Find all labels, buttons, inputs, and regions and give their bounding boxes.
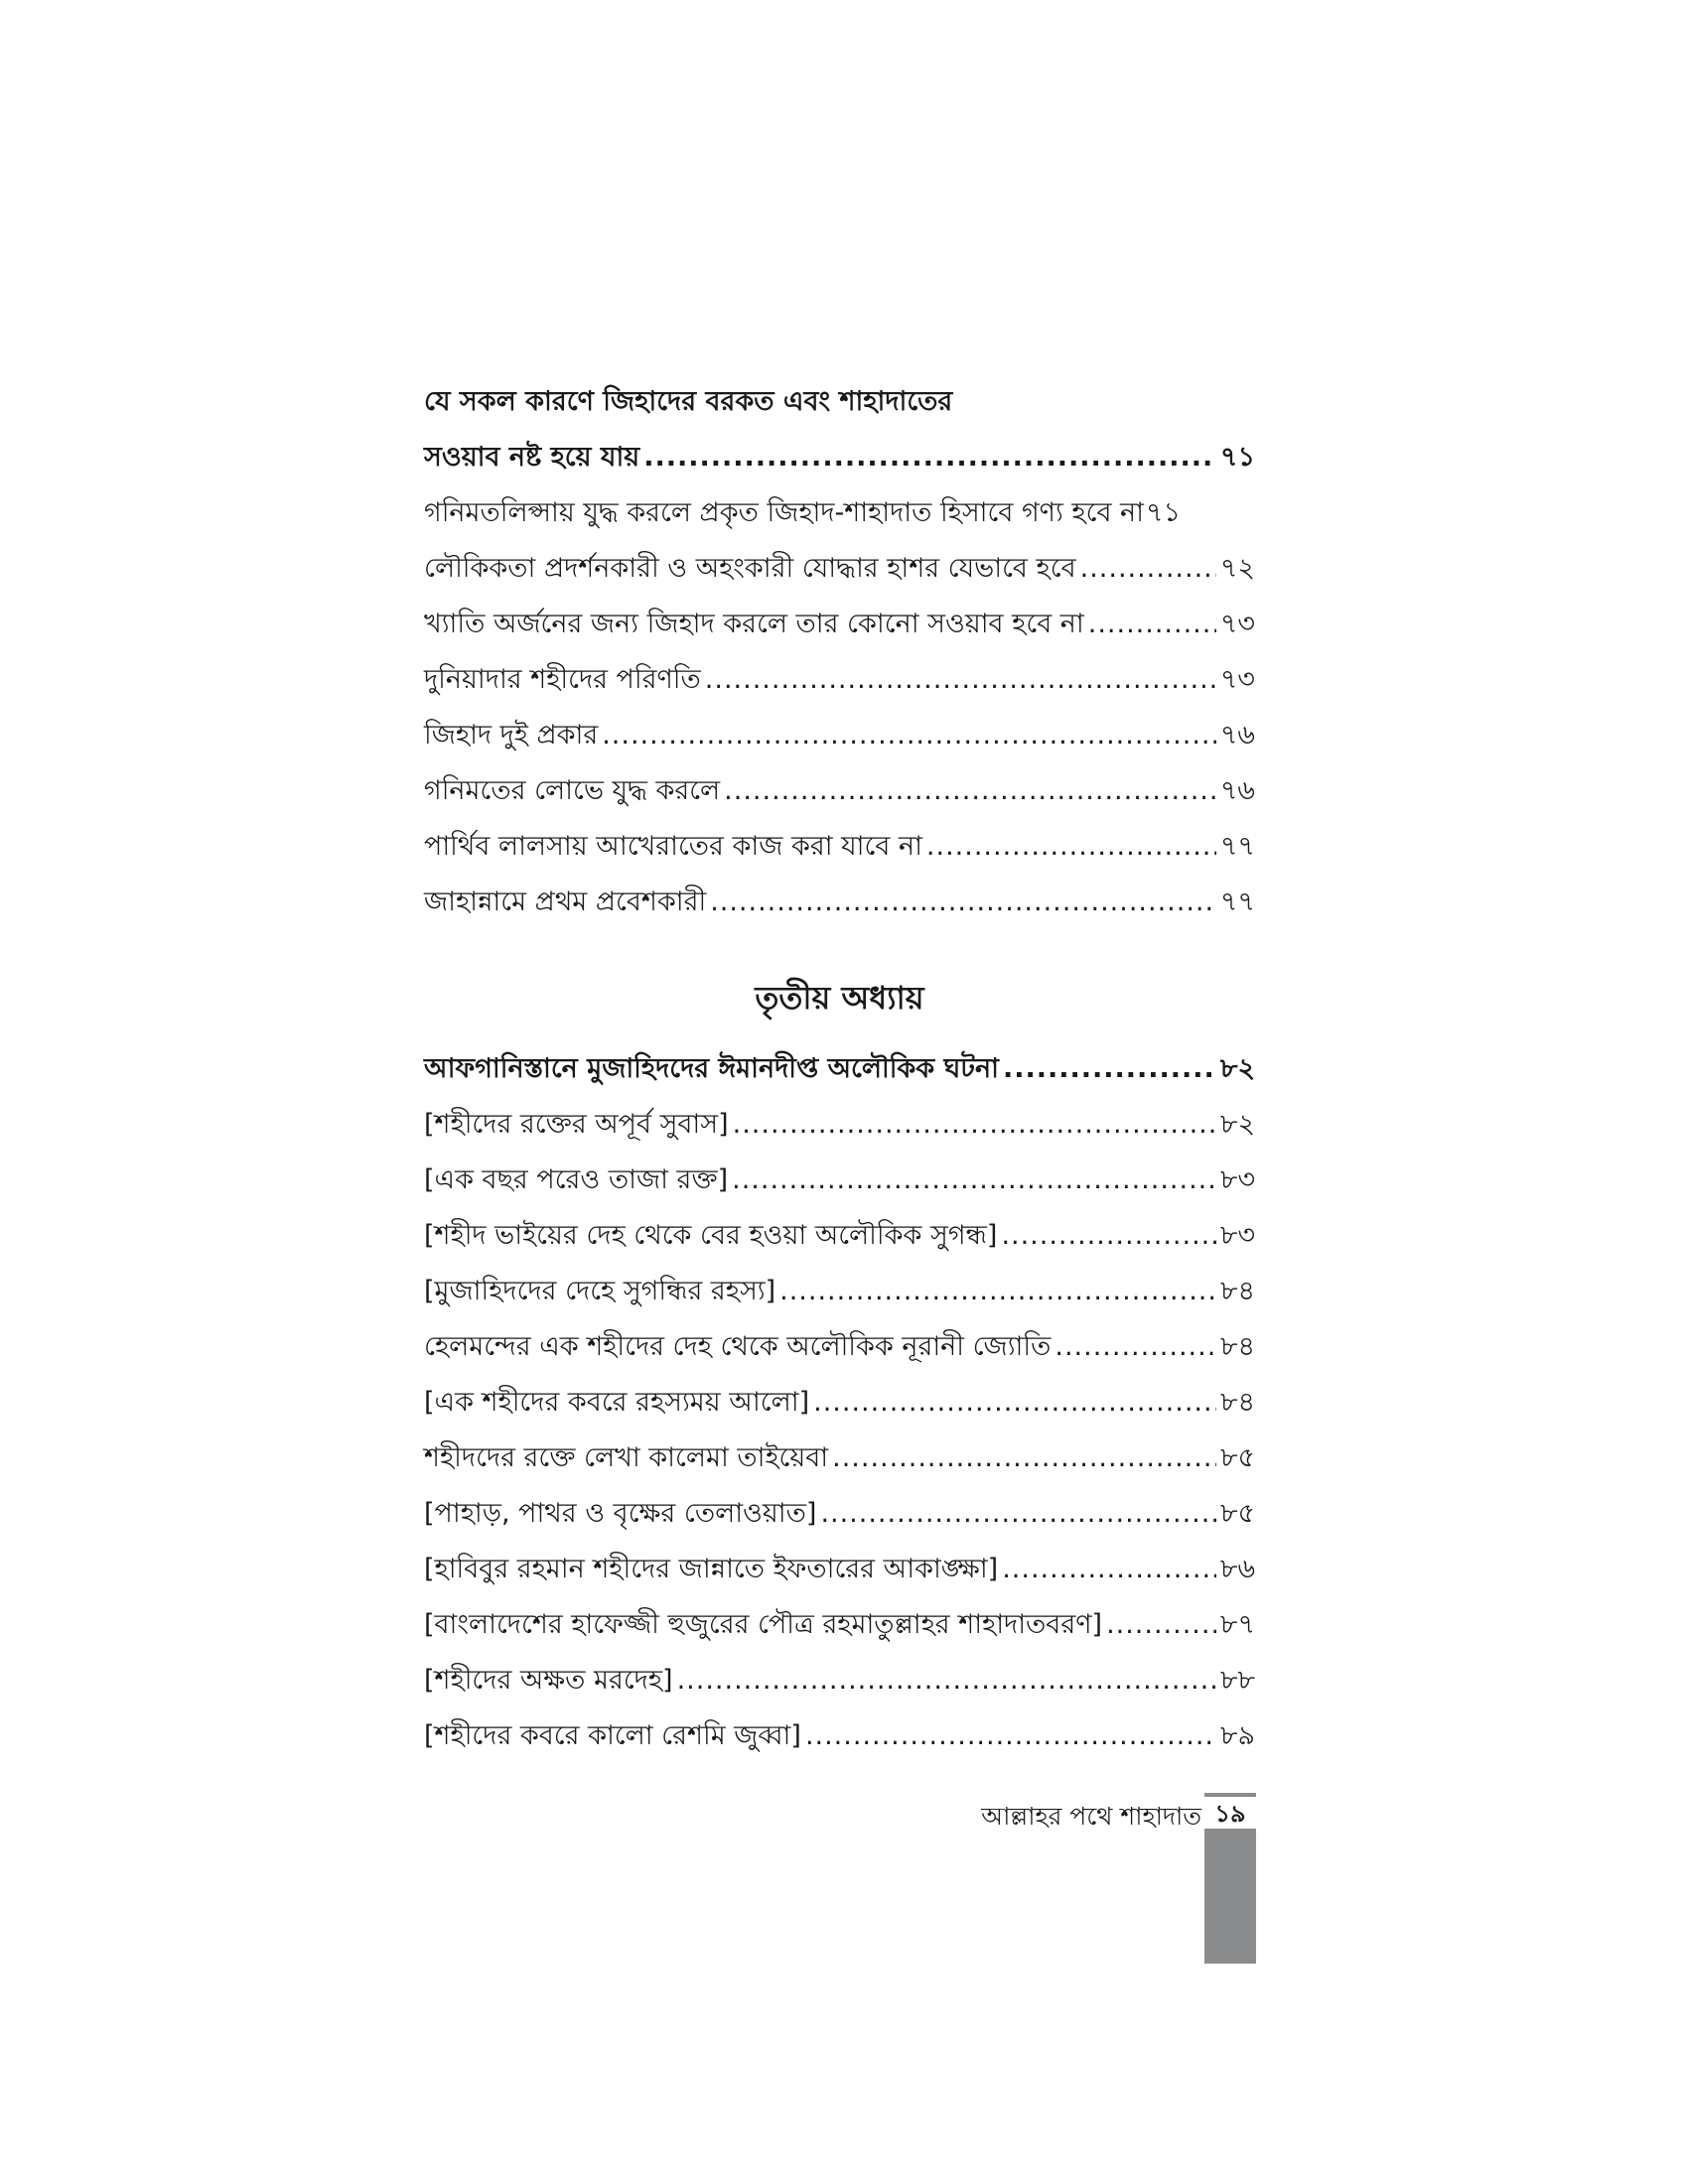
toc-entry[interactable] xyxy=(424,1097,1255,1153)
dot-leader xyxy=(1001,1208,1215,1264)
toc-entry-page: ৮৩ xyxy=(1219,1220,1255,1251)
toc-entry-title: [মুজাহিদদের দেহে সুগন্ধির রহস্য] xyxy=(424,1276,776,1306)
toc-entry-title: আফগানিস্তানে মুজাহিদদের ঈমানদীপ্ত অলৌকিক ঘটনা xyxy=(424,1053,999,1084)
dot-leader xyxy=(1080,541,1216,597)
toc-entry-page: ৮৮ xyxy=(1219,1665,1255,1696)
toc-entry[interactable] xyxy=(424,708,1255,763)
toc-entry-title: [হাবিবুর রহমান শহীদের জান্নাতে ইফতারের আকাঙ্ক্ষা] xyxy=(424,1554,999,1584)
toc-entry-page: ৭১ xyxy=(1146,497,1182,528)
toc-entry-title: হেলমন্দের এক শহীদের দেহ থেকে অলৌকিক নূরানী জ্যোতি xyxy=(424,1331,1052,1362)
dot-leader xyxy=(1003,1041,1216,1097)
toc-entry-page: ৮৬ xyxy=(1219,1554,1255,1584)
toc-entry-title: [বাংলাদেশের হাফেজ্জী হুজুরের পৌত্র রহমাতুল্লাহর শাহাদাতবরণ] xyxy=(424,1609,1103,1640)
toc-entry[interactable] xyxy=(424,1653,1255,1708)
toc-entry-page: ৭৩ xyxy=(1219,664,1255,695)
toc-entry-page: ৭৬ xyxy=(1219,775,1255,806)
dot-leader xyxy=(813,1375,1216,1431)
dot-leader xyxy=(779,1264,1216,1319)
toc-entry[interactable] xyxy=(424,1319,1255,1375)
chapter-heading: তৃতীয় অধ্যায় xyxy=(755,979,924,1017)
dot-leader xyxy=(677,1653,1216,1708)
toc-entry-page: ৭৩ xyxy=(1219,609,1255,639)
table-of-contents xyxy=(424,374,1255,1764)
toc-entry[interactable] xyxy=(424,1708,1255,1764)
toc-entry-title: জাহান্নামে প্রথম প্রবেশকারী xyxy=(424,887,707,917)
toc-entry[interactable] xyxy=(424,597,1255,652)
toc-entry-title: [পাহাড়, পাথর ও বৃক্ষের তেলাওয়াত] xyxy=(424,1498,817,1529)
toc-entry[interactable] xyxy=(424,763,1255,819)
toc-entry-title: গনিমতের লোভে যুদ্ধ করলে xyxy=(424,775,721,806)
toc-entry-title: পার্থিব লালসায় আখেরাতের কাজ করা যাবে না xyxy=(424,831,922,862)
toc-entry-page: ৮৯ xyxy=(1219,1720,1255,1751)
dot-leader xyxy=(805,1708,1216,1764)
thumb-tab-label-area xyxy=(1204,1793,1256,1829)
toc-entry-page: ৮৫ xyxy=(1219,1498,1255,1529)
dot-leader xyxy=(832,1431,1216,1486)
toc-entry-page: ৮৭ xyxy=(1219,1609,1255,1640)
toc-entry-page: ৮৪ xyxy=(1219,1331,1255,1362)
toc-entry[interactable] xyxy=(424,875,1255,930)
toc-entry-title: [শহীদ ভাইয়ের দেহ থেকে বের হওয়া অলৌকিক সুগন্ধ] xyxy=(424,1220,998,1251)
toc-entry-page: ৮৫ xyxy=(1219,1442,1255,1473)
toc-entry-title: গনিমতলিপ্সায় যুদ্ধ করলে প্রকৃত জিহাদ-শাহাদাত হিসাবে গণ্য হবে না xyxy=(424,497,1144,528)
toc-entry-title-line1: যে সকল কারণে জিহাদের বরকত এবং শাহাদাতের xyxy=(424,386,953,417)
toc-entry-page: ৭৭ xyxy=(1219,831,1255,862)
dot-leader xyxy=(710,875,1216,930)
toc-entry-page: ৮২ xyxy=(1219,1109,1255,1140)
toc-entry-page: ৮৩ xyxy=(1219,1164,1255,1195)
toc-entry[interactable] xyxy=(424,1431,1255,1486)
dot-leader xyxy=(724,763,1216,819)
toc-entry-title: লৌকিকতা প্রদর্শনকারী ও অহংকারী যোদ্ধার হাশর যেভাবে হবে xyxy=(424,553,1076,584)
toc-entry-title: সওয়াব নষ্ট হয়ে যায় xyxy=(424,442,640,473)
toc-entry[interactable] xyxy=(424,819,1255,875)
toc-entry-title: [শহীদের অক্ষত মরদেহ] xyxy=(424,1665,673,1696)
toc-entry[interactable] xyxy=(424,485,1255,541)
toc-entry[interactable] xyxy=(424,541,1255,597)
dot-leader xyxy=(820,1486,1216,1542)
toc-entry-title: খ্যাতি অর্জনের জন্য জিহাদ করলে তার কোনো সওয়াব হবে না xyxy=(424,609,1084,639)
toc-entry-title: শহীদদের রক্তে লেখা কালেমা তাইয়েবা xyxy=(424,1442,829,1473)
dot-leader xyxy=(705,652,1216,708)
toc-section-2-tail xyxy=(424,374,1255,930)
dot-leader xyxy=(1002,1542,1216,1597)
dot-leader xyxy=(926,819,1216,875)
toc-section-3 xyxy=(424,1041,1255,1764)
toc-entry-title: জিহাদ দুই প্রকার xyxy=(424,720,599,751)
toc-entry-page: ৭২ xyxy=(1219,553,1255,584)
toc-entry[interactable] xyxy=(424,1375,1255,1431)
toc-entry-title: [এক বছর পরেও তাজা রক্ত] xyxy=(424,1164,729,1195)
dot-leader xyxy=(733,1097,1216,1153)
toc-entry[interactable] xyxy=(424,1264,1255,1319)
toc-entry-page: ৭৬ xyxy=(1219,720,1255,751)
dot-leader xyxy=(1055,1319,1216,1375)
toc-entry[interactable] xyxy=(424,1486,1255,1542)
running-title: আল্লাহর পথে শাহাদাত xyxy=(981,1802,1201,1831)
toc-entry[interactable] xyxy=(424,1208,1255,1264)
toc-entry[interactable] xyxy=(424,1041,1255,1097)
toc-entry-title: দুনিয়াদার শহীদের পরিণতি xyxy=(424,664,701,695)
dot-leader xyxy=(1088,597,1216,652)
toc-entry[interactable] xyxy=(424,1153,1255,1208)
toc-entry-title: [শহীদের রক্তের অপূর্ব সুবাস] xyxy=(424,1109,729,1140)
dot-leader xyxy=(1106,1597,1216,1653)
toc-entry[interactable] xyxy=(424,1542,1255,1597)
toc-entry-page: ৭১ xyxy=(1219,442,1255,473)
dot-leader xyxy=(732,1153,1216,1208)
toc-entry[interactable] xyxy=(424,1597,1255,1653)
toc-entry-page: ৭৭ xyxy=(1219,887,1255,917)
toc-entry-page: ৮৪ xyxy=(1219,1387,1255,1418)
toc-entry-title: [এক শহীদের কবরে রহস্যময় আলো] xyxy=(424,1387,810,1418)
dot-leader xyxy=(602,708,1216,763)
toc-entry[interactable] xyxy=(424,652,1255,708)
page-number: ১৯ xyxy=(1214,1800,1246,1828)
thumb-tab xyxy=(1204,1793,1256,1964)
toc-entry-page: ৮৪ xyxy=(1219,1276,1255,1306)
toc-entry-page: ৮২ xyxy=(1219,1053,1255,1084)
toc-entry[interactable] xyxy=(424,374,1255,485)
dot-leader xyxy=(643,430,1216,485)
toc-entry-title: [শহীদের কবরে কালো রেশমি জুব্বা] xyxy=(424,1720,801,1751)
